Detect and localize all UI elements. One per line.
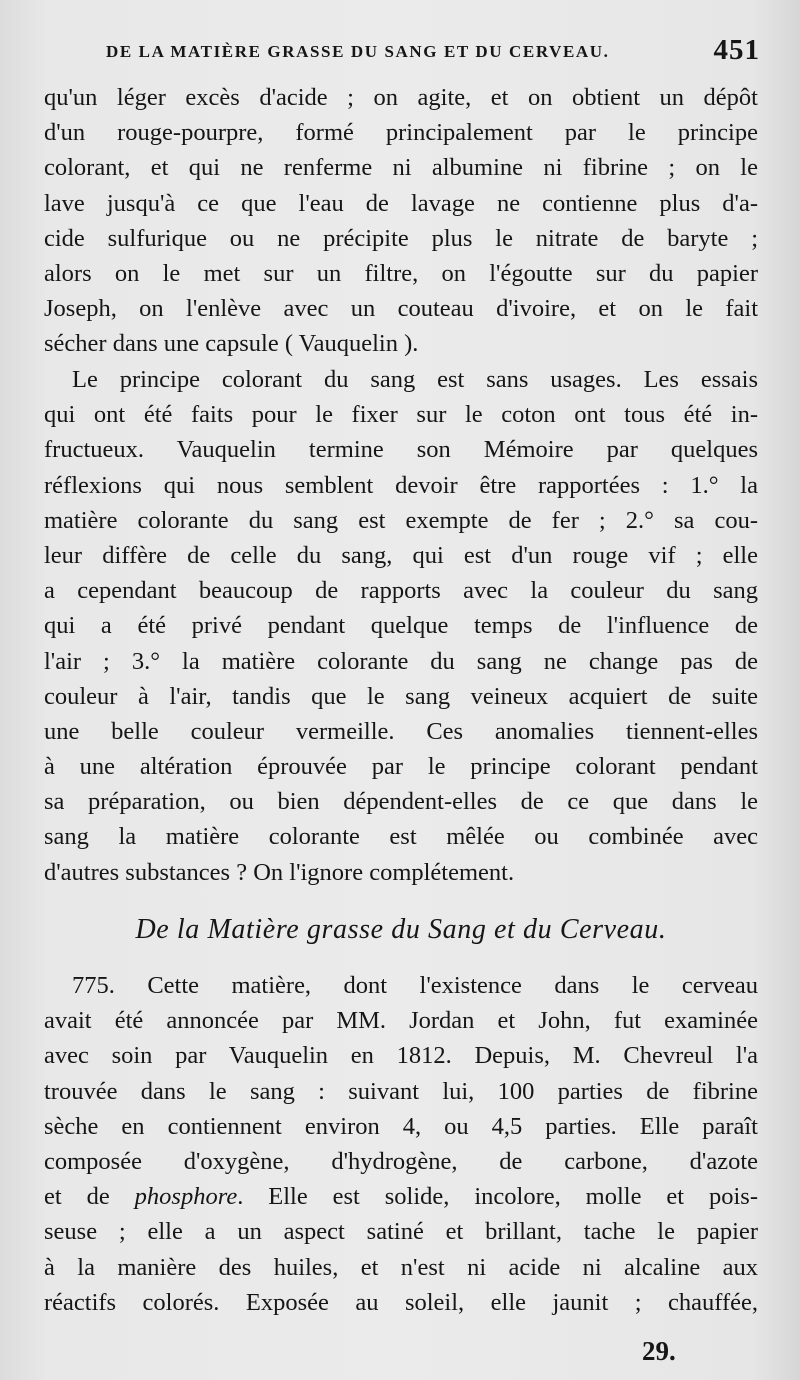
text-line: seuse ; elle a un aspect satiné et brillant, tache le papier	[44, 1218, 758, 1246]
text-line: sang la matière colorante est mêlée ou combinée avec	[44, 823, 758, 851]
paragraph-775	[44, 968, 758, 1320]
running-head	[44, 36, 760, 70]
text-line: sa préparation, ou bien dépendent-elles de ce que dans le	[44, 788, 758, 816]
text-line: trouvée dans le sang : suivant lui, 100 parties de fibrine	[44, 1077, 758, 1105]
italic-term: phosphore	[134, 1183, 238, 1211]
paragraph-colorant	[44, 362, 758, 890]
text-line: qui ont été faits pour le fixer sur le coton ont tous été in-	[44, 401, 758, 429]
text-line: matière colorante du sang est exempte de fer ; 2.° sa cou-	[44, 506, 758, 534]
text-line: qu'un léger excès d'acide ; on agite, et on obtient un dépôt	[44, 84, 758, 111]
text-line: cide sulfurique ou ne précipite plus le nitrate de baryte ;	[44, 224, 758, 252]
text-line: avec soin par Vauquelin en 1812. Depuis, M. Chevreul l'a	[44, 1042, 758, 1070]
text-line: alors on le met sur un filtre, on l'égoutte sur du papier	[44, 259, 758, 287]
running-title: DE LA MATIÈRE GRASSE DU SANG ET DU CERVEAU.	[106, 42, 610, 61]
text-line: 775. Cette matière, dont l'existence dans le cerveau	[72, 972, 758, 999]
text-line: lave jusqu'à ce que l'eau de lavage ne contienne plus d'a-	[44, 189, 758, 217]
text-line: Le principe colorant du sang est sans usages. Les essais	[72, 366, 758, 393]
text-line: a cependant beaucoup de rapports avec la couleur du sang	[44, 577, 758, 605]
text-line: réactifs colorés. Exposée au soleil, elle jaunit ; chauffée,	[44, 1288, 758, 1316]
text-line: l'air ; 3.° la matière colorante du sang ne change pas de	[44, 647, 758, 675]
page-number: 451	[713, 34, 760, 66]
text-fragment: et de	[44, 1183, 135, 1211]
text-line: à la manière des huiles, et n'est ni acide ni alcaline aux	[44, 1253, 758, 1281]
text-line: fructueux. Vauquelin termine son Mémoire par quelques	[44, 436, 758, 464]
text-line: qui a été privé pendant quelque temps de l'influence de	[44, 612, 758, 640]
paragraph-continued	[44, 80, 758, 362]
text-line: réflexions qui nous semblent devoir être rapportées : 1.° la	[44, 471, 758, 499]
text-line: Joseph, on l'enlève avec un couteau d'ivoire, et on le fait	[44, 295, 758, 323]
text-line: colorant, et qui ne renferme ni albumine ni fibrine ; on le	[44, 154, 758, 182]
section-heading: De la Matière grasse du Sang et du Cerveau.	[135, 914, 667, 945]
text-line: sèche en contiennent environ 4, ou 4,5 parties. Elle paraît	[44, 1112, 758, 1140]
text-line: sécher dans une capsule ( Vauquelin ).	[44, 330, 419, 358]
text-line: à une altération éprouvée par le principe colorant pendant	[44, 753, 758, 781]
text-line: d'autres substances ? On l'ignore complétement.	[44, 858, 515, 886]
text-line-phosphore	[44, 1179, 758, 1214]
text-line: couleur à l'air, tandis que le sang veineux acquiert de suite	[44, 682, 758, 710]
text-line: leur diffère de celle du sang, qui est d'un rouge vif ; elle	[44, 541, 758, 569]
text-line: composée d'oxygène, d'hydrogène, de carbone, d'azote	[44, 1147, 758, 1175]
text-line: une belle couleur vermeille. Ces anomalies tiennent-elles	[44, 717, 758, 745]
signature-mark: 29.	[642, 1336, 676, 1366]
text-line: avait été annoncée par MM. Jordan et John, fut examinée	[44, 1007, 758, 1035]
text-fragment: . Elle est solide, incolore, molle et pois-	[237, 1183, 758, 1211]
text-line: d'un rouge-pourpre, formé principalement par le principe	[44, 119, 758, 147]
